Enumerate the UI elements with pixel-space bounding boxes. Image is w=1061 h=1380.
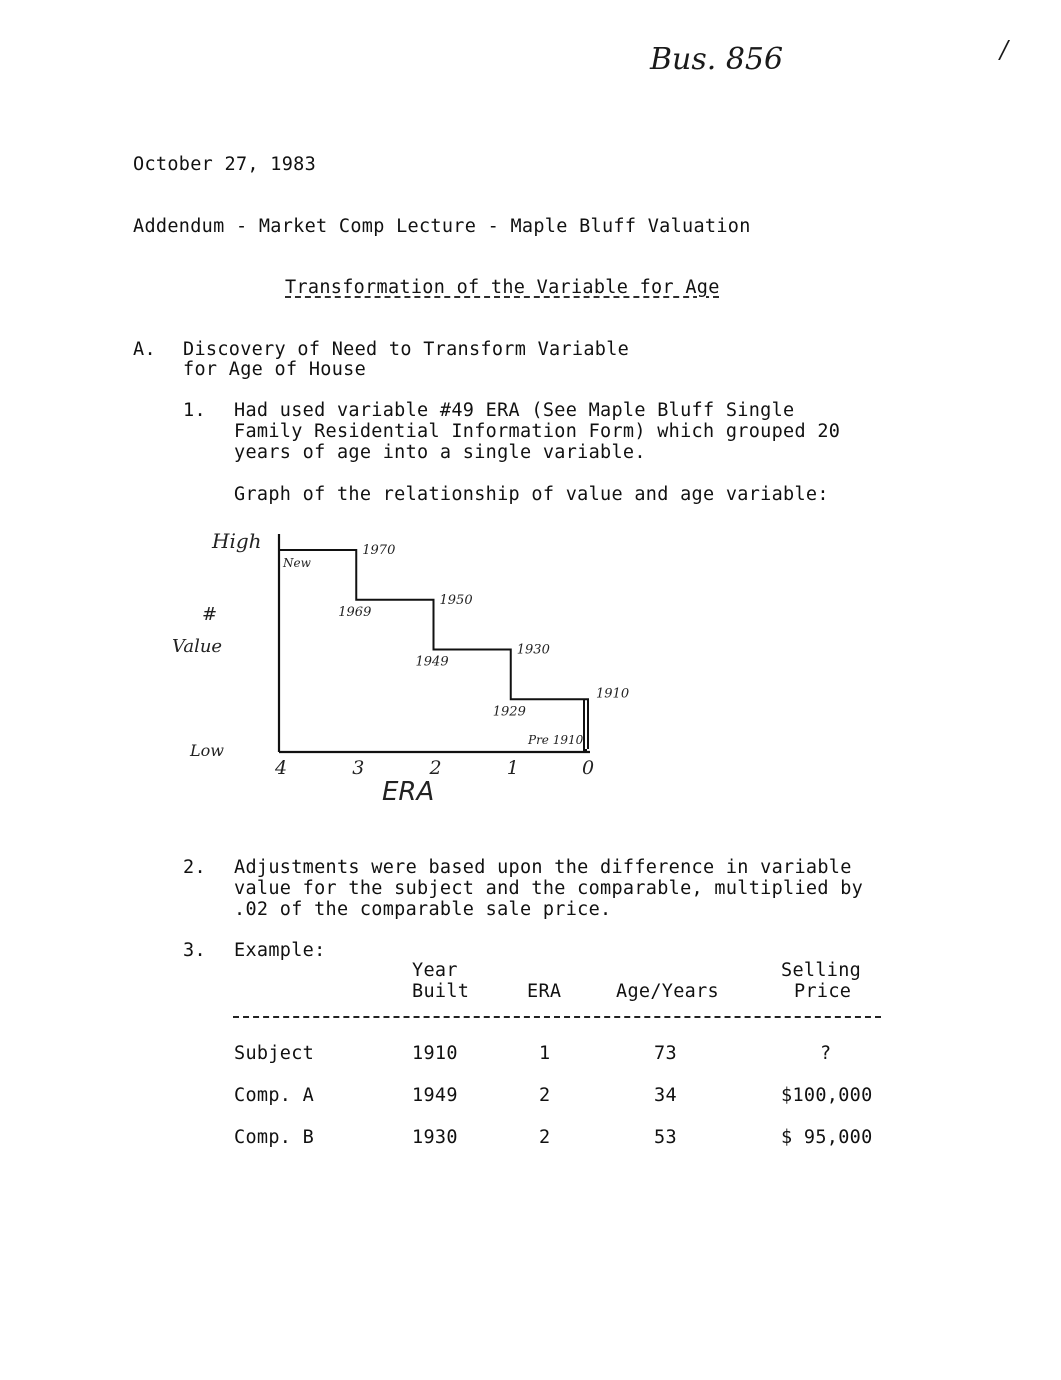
item-2-line3: .02 of the comparable sale price. bbox=[234, 899, 612, 920]
chart-x-ticks bbox=[274, 757, 594, 779]
header-age: Age/Years bbox=[616, 981, 719, 1002]
row-year: 1949 bbox=[412, 1085, 458, 1106]
row-price: $ 95,000 bbox=[781, 1127, 873, 1148]
row-price: $100,000 bbox=[781, 1085, 873, 1106]
step-label-to: 1930 bbox=[516, 642, 550, 658]
chart-step-labels bbox=[282, 543, 629, 747]
row-price: ? bbox=[820, 1043, 832, 1064]
item-2-line1: Adjustments were based upon the difference in variable bbox=[234, 857, 852, 878]
step-label-from: New bbox=[283, 556, 311, 570]
table-divider bbox=[233, 1016, 881, 1018]
y-high-label: High bbox=[212, 529, 262, 553]
y-hash-label: # bbox=[202, 604, 218, 625]
header-era: ERA bbox=[527, 981, 562, 1002]
step-label-from: 1929 bbox=[492, 704, 526, 720]
document-date: October 27, 1983 bbox=[133, 154, 317, 175]
row-year: 1930 bbox=[412, 1127, 458, 1148]
row-age: 53 bbox=[654, 1127, 677, 1148]
row-name: Comp. B bbox=[234, 1127, 315, 1148]
row-age: 73 bbox=[654, 1043, 677, 1064]
x-tick-label: 4 bbox=[275, 757, 288, 779]
step-label-from: 1969 bbox=[338, 604, 372, 620]
item-2-line2: value for the subject and the comparable, multiplied by bbox=[234, 878, 864, 899]
item-1-line2: Family Residential Information Form) which grouped 20 bbox=[234, 421, 841, 442]
step-label-to: 1970 bbox=[362, 543, 396, 558]
item-3-marker: 3. bbox=[183, 940, 206, 961]
x-axis-label: ERA bbox=[382, 777, 435, 807]
document-title: Transformation of the Variable for Age bbox=[285, 277, 720, 298]
handwritten-reference: Bus. 856 bbox=[650, 42, 784, 77]
handwritten-page-mark: / bbox=[1000, 36, 1009, 64]
header-year-line2: Built bbox=[412, 981, 470, 1002]
item-1-line3: years of age into a single variable. bbox=[234, 442, 646, 463]
row-name: Subject bbox=[234, 1043, 315, 1064]
section-a-marker: A. bbox=[133, 339, 156, 360]
x-tick-label: 2 bbox=[429, 757, 442, 779]
x-tick-label: 3 bbox=[352, 757, 365, 779]
row-era: 2 bbox=[539, 1085, 551, 1106]
header-price-line2: Price bbox=[794, 981, 852, 1002]
graph-caption: Graph of the relationship of value and age variable: bbox=[234, 484, 829, 505]
x-tick-label: 0 bbox=[582, 757, 595, 779]
item-1-marker: 1. bbox=[183, 400, 206, 421]
item-1-line1: Had used variable #49 ERA (See Maple Bluff Single bbox=[234, 400, 795, 421]
y-value-label: Value bbox=[172, 636, 223, 657]
item-2-marker: 2. bbox=[183, 857, 206, 878]
row-era: 1 bbox=[539, 1043, 551, 1064]
value-age-step-chart bbox=[150, 510, 690, 820]
row-age: 34 bbox=[654, 1085, 677, 1106]
header-year-line1: Year bbox=[412, 960, 458, 981]
header-price-line1: Selling bbox=[781, 960, 862, 981]
item-3-label: Example: bbox=[234, 940, 326, 961]
row-era: 2 bbox=[539, 1127, 551, 1148]
row-year: 1910 bbox=[412, 1043, 458, 1064]
section-a-heading-line1: Discovery of Need to Transform Variable bbox=[183, 339, 630, 360]
step-label-from: Pre 1910 bbox=[528, 733, 584, 747]
step-label-to: 1910 bbox=[596, 686, 630, 702]
step-label-from: 1949 bbox=[415, 654, 449, 670]
section-a-heading-line2: for Age of House bbox=[183, 359, 367, 380]
document-subject-line: Addendum - Market Comp Lecture - Maple Bluff Valuation bbox=[133, 216, 751, 237]
row-name: Comp. A bbox=[234, 1085, 315, 1106]
x-tick-label: 1 bbox=[506, 757, 519, 779]
y-low-label: Low bbox=[190, 741, 224, 760]
step-label-to: 1950 bbox=[439, 592, 473, 608]
